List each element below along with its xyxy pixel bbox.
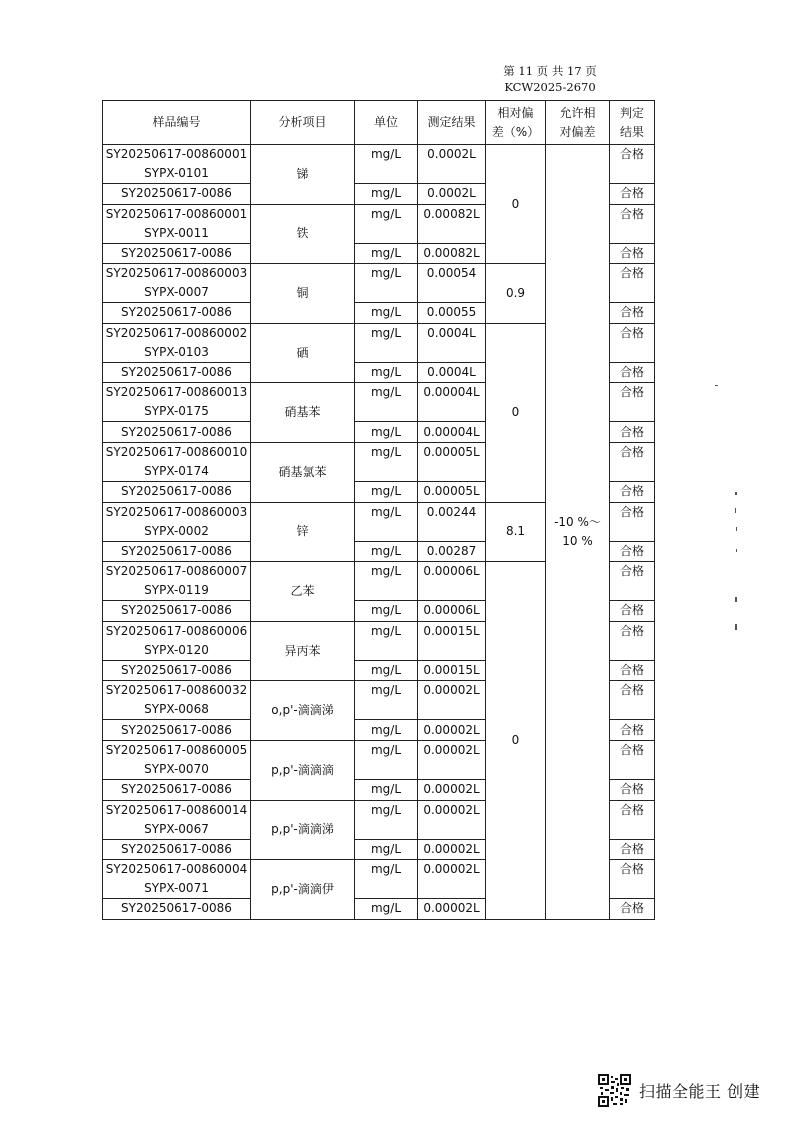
result-cell: 0.00006L	[418, 601, 486, 622]
result-cell: 0.0004L	[418, 362, 486, 383]
unit-cell: mg/L	[355, 800, 418, 839]
col-header-relative-deviation	[486, 101, 546, 145]
col-header-judgement-line1: 判定	[619, 105, 644, 120]
judgement-cell: 合格	[610, 800, 655, 839]
result-cell: 0.0004L	[418, 323, 486, 362]
sample-id-line: SY20250617-00860014	[105, 802, 248, 817]
unit-cell: mg/L	[355, 362, 418, 383]
result-cell: 0.00054	[418, 264, 486, 303]
judgement-cell: 合格	[610, 601, 655, 622]
sample-id-cell	[103, 860, 251, 899]
unit-cell: mg/L	[355, 601, 418, 622]
sample-id-cell	[103, 204, 251, 243]
analysis-item-cell: o,p'-滴滴涕	[251, 681, 355, 741]
judgement-cell: 合格	[610, 860, 655, 899]
unit-cell: mg/L	[355, 184, 418, 205]
sample-id-line: SYPX-0120	[144, 642, 209, 657]
judgement-cell: 合格	[610, 204, 655, 243]
analysis-item-cell: 锌	[251, 502, 355, 562]
scan-mark	[715, 385, 718, 386]
sample-id-line: SY20250617-0086	[121, 841, 232, 856]
analysis-item-cell: 铜	[251, 264, 355, 324]
sample-id-line: SY20250617-0086	[121, 782, 232, 797]
sample-id-line: SY20250617-00860006	[105, 623, 248, 638]
sample-id-cell	[103, 303, 251, 324]
result-cell: 0.00244	[418, 502, 486, 541]
analysis-item-cell: p,p'-滴滴伊	[251, 860, 355, 920]
sample-id-line: SYPX-0119	[144, 583, 209, 598]
scan-mark	[736, 549, 737, 552]
relative-deviation-cell: 0	[486, 323, 546, 502]
scan-mark	[735, 624, 737, 630]
judgement-cell: 合格	[610, 541, 655, 562]
sample-id-cell	[103, 383, 251, 422]
scan-mark	[735, 508, 736, 513]
sample-id-cell	[103, 562, 251, 601]
table-row	[103, 145, 655, 184]
col-header-allowed-deviation-line1: 允许相	[559, 105, 596, 120]
judgement-cell: 合格	[610, 481, 655, 502]
scan-mark	[736, 527, 737, 531]
unit-cell: mg/L	[355, 422, 418, 443]
sample-id-line: SY20250617-00860003	[105, 266, 248, 281]
sample-id-line: SY20250617-00860001	[105, 147, 248, 161]
page-indicator: 第 11 页 共 17 页	[503, 64, 597, 78]
sample-id-line: SY20250617-0086	[121, 365, 232, 380]
result-cell: 0.00004L	[418, 422, 486, 443]
judgement-cell: 合格	[610, 323, 655, 362]
unit-cell: mg/L	[355, 502, 418, 541]
col-header-result: 测定结果	[418, 101, 486, 145]
sample-id-line: SYPX-0011	[144, 225, 209, 240]
result-cell: 0.00004L	[418, 383, 486, 422]
sample-id-line: SY20250617-0086	[121, 305, 232, 320]
unit-cell: mg/L	[355, 442, 418, 481]
judgement-cell: 合格	[610, 184, 655, 205]
result-cell: 0.00082L	[418, 243, 486, 264]
result-cell: 0.00002L	[418, 779, 486, 800]
judgement-cell: 合格	[610, 264, 655, 303]
unit-cell: mg/L	[355, 264, 418, 303]
sample-id-line: SYPX-0103	[144, 344, 209, 359]
sample-id-cell	[103, 362, 251, 383]
unit-cell: mg/L	[355, 899, 418, 920]
sample-id-line: SY20250617-00860003	[105, 504, 248, 519]
sample-id-cell	[103, 145, 251, 184]
sample-id-line: SYPX-0101	[144, 166, 209, 180]
sample-id-line: SYPX-0174	[144, 463, 209, 478]
analysis-item-cell: 铁	[251, 204, 355, 264]
result-cell: 0.00015L	[418, 621, 486, 660]
col-header-sample-id: 样品编号	[103, 101, 251, 145]
result-cell: 0.00002L	[418, 740, 486, 779]
analysis-item-cell: 硝基苯	[251, 383, 355, 443]
sample-id-cell	[103, 323, 251, 362]
judgement-cell: 合格	[610, 145, 655, 184]
report-number: KCW2025-2670	[504, 80, 596, 94]
result-cell: 0.00006L	[418, 562, 486, 601]
footer-brand-text: 扫描全能王 创建	[639, 1081, 761, 1101]
sample-id-line: SY20250617-0086	[121, 245, 232, 260]
judgement-cell: 合格	[610, 243, 655, 264]
allowed-deviation-line: 10 %	[562, 533, 593, 548]
sample-id-line: SYPX-0175	[144, 404, 209, 419]
unit-cell: mg/L	[355, 562, 418, 601]
judgement-cell: 合格	[610, 681, 655, 720]
sample-id-line: SY20250617-00860010	[105, 444, 248, 459]
sample-id-line: SY20250617-00860005	[105, 742, 248, 757]
col-header-allowed-deviation	[546, 101, 610, 145]
analysis-item-cell: p,p'-滴滴滴	[251, 740, 355, 800]
analysis-item-cell: 乙苯	[251, 562, 355, 622]
sample-id-cell	[103, 264, 251, 303]
judgement-cell: 合格	[610, 362, 655, 383]
sample-id-cell	[103, 422, 251, 443]
sample-id-cell	[103, 779, 251, 800]
col-header-relative-deviation-line2: 差（%）	[491, 124, 540, 139]
unit-cell: mg/L	[355, 681, 418, 720]
unit-cell: mg/L	[355, 383, 418, 422]
judgement-cell: 合格	[610, 899, 655, 920]
sample-id-line: SY20250617-0086	[121, 901, 232, 916]
sample-id-cell	[103, 621, 251, 660]
unit-cell: mg/L	[355, 481, 418, 502]
sample-id-line: SY20250617-0086	[121, 424, 232, 439]
col-header-judgement-line2: 结果	[619, 124, 644, 139]
judgement-cell: 合格	[610, 422, 655, 443]
sample-id-line: SY20250617-00860002	[105, 325, 248, 340]
sample-id-line: SY20250617-00860001	[105, 206, 248, 221]
analysis-item-cell: p,p'-滴滴涕	[251, 800, 355, 860]
judgement-cell: 合格	[610, 720, 655, 741]
sample-id-cell	[103, 481, 251, 502]
col-header-judgement	[610, 101, 655, 145]
sample-id-cell	[103, 660, 251, 681]
sample-id-line: SYPX-0002	[144, 523, 209, 538]
result-cell: 0.00005L	[418, 481, 486, 502]
sample-id-line: SYPX-0071	[144, 881, 209, 896]
sample-id-line: SY20250617-00860007	[105, 564, 248, 579]
table-body	[103, 145, 655, 920]
sample-id-line: SY20250617-00860013	[105, 385, 248, 400]
unit-cell: mg/L	[355, 779, 418, 800]
sample-id-line: SY20250617-0086	[121, 663, 232, 678]
sample-id-cell	[103, 720, 251, 741]
result-cell: 0.0002L	[418, 145, 486, 184]
relative-deviation-cell: 0.9	[486, 264, 546, 324]
result-cell: 0.00002L	[418, 800, 486, 839]
unit-cell: mg/L	[355, 243, 418, 264]
sample-id-cell	[103, 601, 251, 622]
analysis-item-cell: 硒	[251, 323, 355, 383]
result-cell: 0.00002L	[418, 720, 486, 741]
unit-cell: mg/L	[355, 720, 418, 741]
col-header-relative-deviation-line1: 相对偏	[497, 105, 534, 120]
result-cell: 0.00002L	[418, 860, 486, 899]
sample-id-line: SY20250617-00860004	[105, 862, 248, 877]
col-header-allowed-deviation-line2: 对偏差	[559, 124, 596, 139]
unit-cell: mg/L	[355, 145, 418, 184]
result-cell: 0.00002L	[418, 899, 486, 920]
scan-mark	[735, 492, 737, 495]
unit-cell: mg/L	[355, 839, 418, 860]
unit-cell: mg/L	[355, 204, 418, 243]
qr-code-icon	[598, 1074, 631, 1107]
table-header-row	[103, 101, 655, 145]
result-cell: 0.0002L	[418, 184, 486, 205]
sample-id-cell	[103, 541, 251, 562]
result-cell: 0.00287	[418, 541, 486, 562]
unit-cell: mg/L	[355, 740, 418, 779]
sample-id-cell	[103, 243, 251, 264]
sample-id-line: SY20250617-0086	[121, 543, 232, 558]
judgement-cell: 合格	[610, 660, 655, 681]
unit-cell: mg/L	[355, 303, 418, 324]
judgement-cell: 合格	[610, 839, 655, 860]
unit-cell: mg/L	[355, 323, 418, 362]
col-header-analysis-item: 分析项目	[251, 101, 355, 145]
sample-id-line: SY20250617-00860032	[105, 683, 248, 698]
sample-id-cell	[103, 184, 251, 205]
judgement-cell: 合格	[610, 621, 655, 660]
unit-cell: mg/L	[355, 660, 418, 681]
sample-id-cell	[103, 502, 251, 541]
judgement-cell: 合格	[610, 562, 655, 601]
result-cell: 0.00082L	[418, 204, 486, 243]
sample-id-cell	[103, 442, 251, 481]
sample-id-line: SYPX-0070	[144, 761, 209, 776]
sample-id-line: SY20250617-0086	[121, 722, 232, 737]
result-cell: 0.00005L	[418, 442, 486, 481]
sample-id-cell	[103, 899, 251, 920]
judgement-cell: 合格	[610, 383, 655, 422]
allowed-deviation-cell	[546, 145, 610, 920]
sample-id-line: SYPX-0007	[144, 285, 209, 300]
analysis-item-cell: 锑	[251, 145, 355, 205]
relative-deviation-cell: 0	[486, 145, 546, 264]
allowed-deviation-line: -10 %～	[554, 514, 601, 529]
analysis-item-cell: 硝基氯苯	[251, 442, 355, 502]
sample-id-line: SY20250617-0086	[121, 484, 232, 499]
sample-id-line: SYPX-0068	[144, 702, 209, 717]
sample-id-cell	[103, 839, 251, 860]
sample-id-cell	[103, 681, 251, 720]
scan-mark	[735, 597, 737, 602]
sample-id-line: SY20250617-0086	[121, 603, 232, 618]
sample-id-line: SY20250617-0086	[121, 186, 232, 201]
result-cell: 0.00002L	[418, 681, 486, 720]
relative-deviation-cell: 8.1	[486, 502, 546, 562]
judgement-cell: 合格	[610, 740, 655, 779]
judgement-cell: 合格	[610, 502, 655, 541]
judgement-cell: 合格	[610, 779, 655, 800]
unit-cell: mg/L	[355, 860, 418, 899]
sample-id-cell	[103, 800, 251, 839]
unit-cell: mg/L	[355, 621, 418, 660]
footer-brand	[598, 1072, 760, 1108]
unit-cell: mg/L	[355, 541, 418, 562]
judgement-cell: 合格	[610, 442, 655, 481]
relative-deviation-cell: 0	[486, 562, 546, 920]
analysis-item-cell: 异丙苯	[251, 621, 355, 681]
sample-id-line: SYPX-0067	[144, 821, 209, 836]
sample-id-cell	[103, 740, 251, 779]
judgement-cell: 合格	[610, 303, 655, 324]
col-header-unit: 单位	[355, 101, 418, 145]
results-table	[102, 100, 655, 920]
result-cell: 0.00015L	[418, 660, 486, 681]
page-header	[480, 63, 620, 95]
result-cell: 0.00055	[418, 303, 486, 324]
result-cell: 0.00002L	[418, 839, 486, 860]
